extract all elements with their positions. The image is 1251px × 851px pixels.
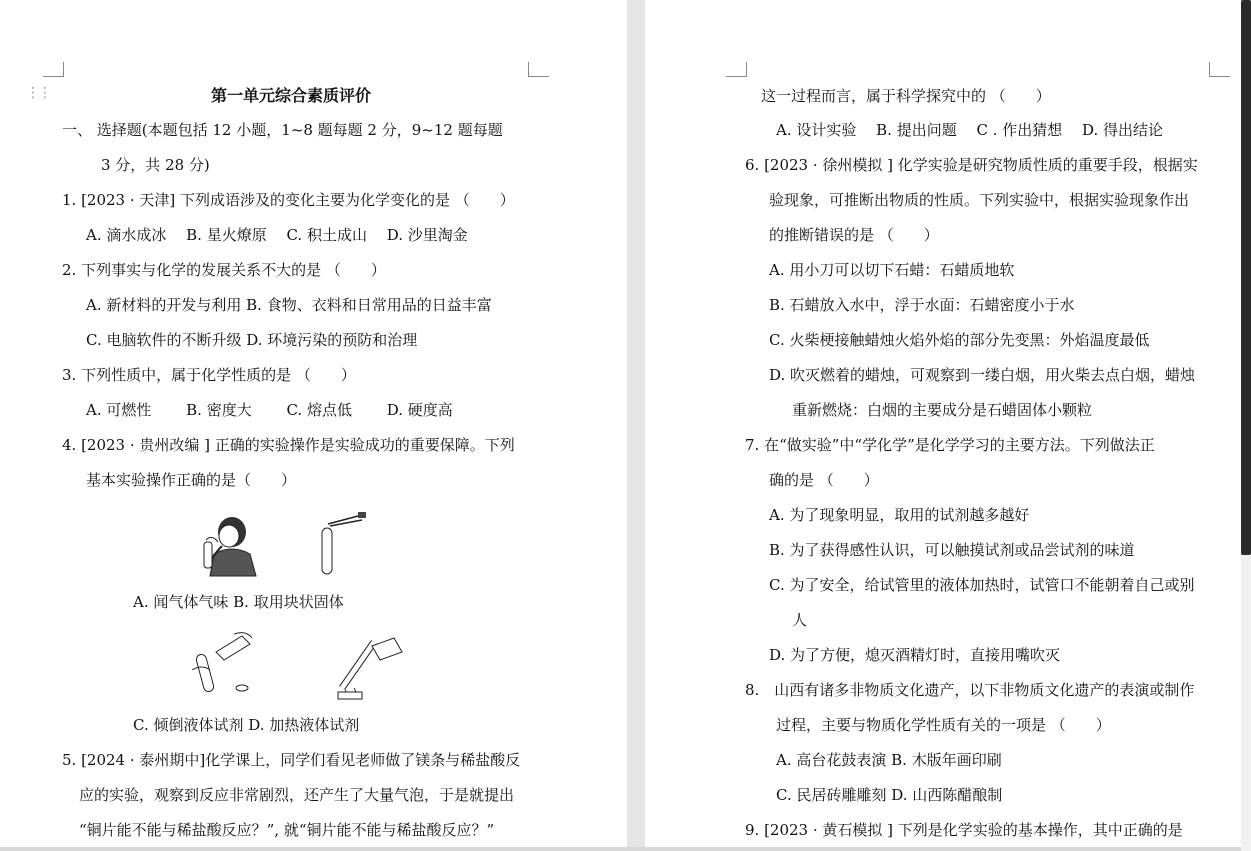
question-2: 2. 下列事实与化学的发展关系不大的是 （ ） <box>62 261 386 279</box>
page-gutter <box>627 0 645 851</box>
question-6-option-c: C. 火柴梗接触蜡烛火焰外焰的部分先变黑：外焰温度最低 <box>769 331 1150 349</box>
drag-handle-icon[interactable]: ⋮⋮ <box>26 85 50 101</box>
section-heading: 一、 选择题(本题包括 12 小题，1~8 题每题 2 分，9~12 题每题 <box>62 121 503 139</box>
question-7-cont: 确的是 （ ） <box>769 471 879 489</box>
question-7-option-c-cont: 人 <box>792 611 808 629</box>
heat-liquid-figure <box>332 630 406 700</box>
right-page <box>645 0 1241 851</box>
question-6-option-a: A. 用小刀可以切下石蜡：石蜡质地软 <box>769 261 1015 279</box>
question-3: 3. 下列性质中，属于化学性质的是 （ ） <box>62 366 356 384</box>
question-4-cont: 基本实验操作正确的是（ ） <box>86 471 297 489</box>
question-7: 7. 在“做实验”中“学化学”是化学学习的主要方法。下列做法正 <box>745 436 1155 454</box>
question-5-cont-3: 这一过程而言，属于科学探究中的 （ ） <box>761 87 1051 105</box>
question-1-options: A. 滴水成冰 B. 星火燎原 C. 积土成山 D. 沙里淘金 <box>86 226 468 244</box>
question-6-option-d: D. 吹灭燃着的蜡烛，可观察到一缕白烟，用火柴去点白烟，蜡烛 <box>769 366 1196 384</box>
question-5-cont: 应的实验，观察到反应非常剧烈，还产生了大量气泡，于是就提出 <box>79 786 515 804</box>
question-7-option-d: D. 为了方便，熄灭酒精灯时，直接用嘴吹灭 <box>769 646 1061 664</box>
question-2-options-cd: C. 电脑软件的不断升级 D. 环境污染的预防和治理 <box>86 331 418 349</box>
solid-test-tube-figure <box>318 510 368 578</box>
question-7-option-c: C. 为了安全，给试管里的液体加热时，试管口不能朝着自己或别 <box>769 576 1195 594</box>
margin-corner-top-right <box>1209 62 1230 77</box>
smell-gas-figure <box>192 512 260 580</box>
question-6-option-b: B. 石蜡放入水中，浮于水面：石蜡密度小于水 <box>769 296 1075 314</box>
question-6-cont-2: 的推断错误的是 （ ） <box>769 226 939 244</box>
question-7-option-b: B. 为了获得感性认识，可以触摸试剂或品尝试剂的味道 <box>769 541 1135 559</box>
question-6-option-d-cont: 重新燃烧：白烟的主要成分是石蜡固体小颗粒 <box>792 401 1093 419</box>
question-5: 5. [2024 · 泰州期中]化学课上，同学们看见老师做了镁条与稀盐酸反 <box>62 751 521 769</box>
question-6: 6. [2023 · 徐州模拟 ] 化学实验是研究物质性质的重要手段，根据实 <box>745 156 1198 174</box>
vertical-scrollbar[interactable] <box>1241 0 1251 851</box>
margin-corner-top-right <box>528 62 549 77</box>
question-8-cont: 过程，主要与物质化学性质有关的一项是 （ ） <box>776 716 1111 734</box>
pour-liquid-figure <box>186 630 258 696</box>
question-6-cont: 验现象，可推断出物质的性质。下列实验中，根据实验现象作出 <box>769 191 1190 209</box>
question-4-caption-cd: C. 倾倒液体试剂 D. 加热液体试剂 <box>133 716 360 734</box>
question-4: 4. [2023 · 贵州改编 ] 正确的实验操作是实验成功的重要保障。下列 <box>62 436 515 454</box>
margin-corner-top-left <box>43 62 64 77</box>
question-8-options-ab: A. 高台花鼓表演 B. 木版年画印刷 <box>776 751 1002 769</box>
margin-corner-top-left <box>726 62 747 77</box>
page-title: 第一单元综合素质评价 <box>211 86 372 105</box>
question-1: 1. [2023 · 天津] 下列成语涉及的变化主要为化学变化的是 （ ） <box>62 191 515 209</box>
question-8: 8. 山西有诸多非物质文化遗产，以下非物质文化遗产的表演或制作 <box>745 681 1195 699</box>
question-5-cont-2: “铜片能不能与稀盐酸反应？”, 就“铜片能不能与稀盐酸反应？” <box>79 821 495 839</box>
section-heading-cont: 3 分，共 28 分) <box>101 156 210 174</box>
question-2-options-ab: A. 新材料的开发与利用 B. 食物、衣料和日常用品的日益丰富 <box>86 296 492 314</box>
scrollbar-thumb[interactable] <box>1241 0 1251 555</box>
question-3-options: A. 可燃性 B. 密度大 C. 熔点低 D. 硬度高 <box>86 401 453 419</box>
question-7-option-a: A. 为了现象明显，取用的试剂越多越好 <box>769 506 1030 524</box>
question-5-options: A. 设计实验 B. 提出问题 C . 作出猜想 D. 得出结论 <box>776 121 1164 139</box>
horizontal-scroll-track[interactable] <box>0 847 1241 851</box>
question-9: 9. [2023 · 黄石模拟 ] 下列是化学实验的基本操作，其中正确的是 <box>745 821 1183 839</box>
question-4-caption-ab: A. 闻气体气味 B. 取用块状固体 <box>133 593 344 611</box>
question-8-options-cd: C. 民居砖雕雕刻 D. 山西陈醋酿制 <box>776 786 1003 804</box>
